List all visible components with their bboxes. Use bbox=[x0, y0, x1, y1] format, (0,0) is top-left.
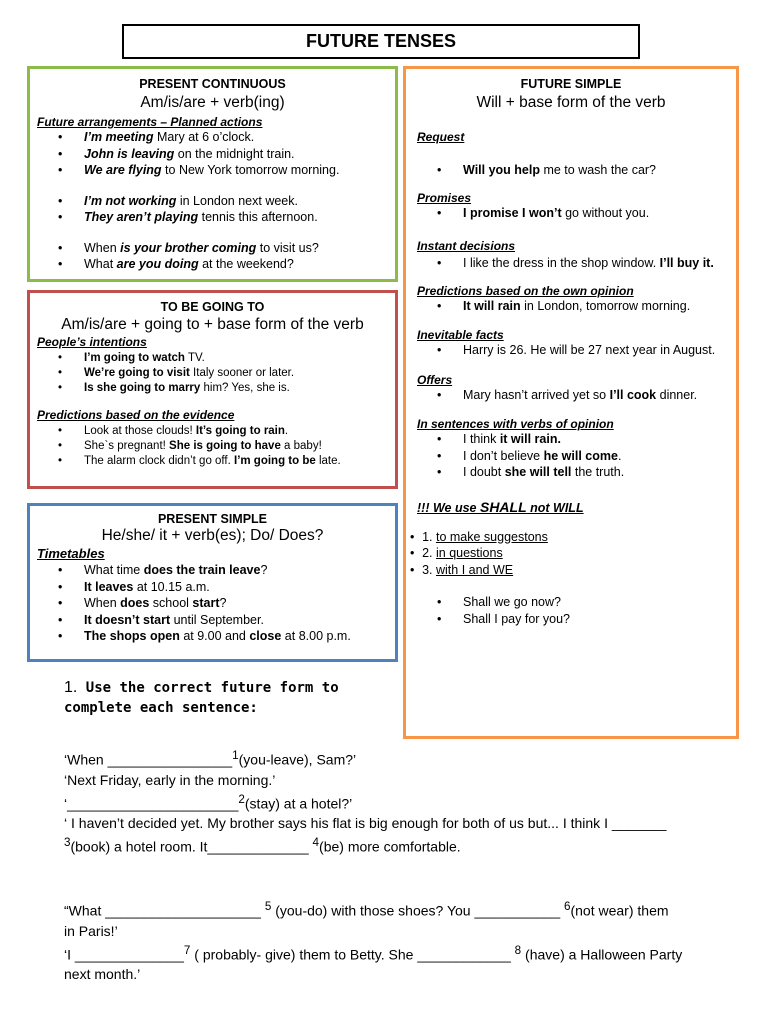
future-simple-group-label: Predictions based on the own opinion bbox=[417, 283, 634, 298]
list-item: • Harry is 26. He will be 27 next year in August. bbox=[463, 342, 716, 359]
exercise-line-1: ‘When ________________$^1$(you-leave), Sam?’ bbox=[64, 749, 357, 768]
future-simple-group-list bbox=[463, 205, 716, 222]
list-item: • What time does the train leave? bbox=[84, 562, 395, 579]
list-item: • I’m meeting Mary at 6 o’clock. bbox=[84, 129, 395, 146]
future-simple-group-list bbox=[463, 298, 716, 315]
list-item: • John is leaving on the midnight train. bbox=[84, 146, 395, 163]
going-to-form: Am/is/are + going to + base form of the verb bbox=[61, 316, 364, 333]
future-simple-group-label: Inevitable facts bbox=[417, 328, 504, 342]
list-item: • I like the dress in the shop window. I’ll buy it. bbox=[463, 255, 716, 272]
going-to-section-intentions: People’s intentions bbox=[37, 335, 147, 349]
future-simple-group-list bbox=[463, 162, 716, 179]
list-item: • The shops open at 9.00 and close at 8.00 p.m. bbox=[84, 628, 395, 645]
exercise-line-3: ‘______________________$^2$(stay) at a hotel?’ bbox=[64, 792, 353, 812]
list-item: • We are flying to New York tomorrow morning. bbox=[84, 162, 395, 179]
future-simple-group-list bbox=[463, 342, 716, 359]
shall-example-item: • Shall we go now? bbox=[463, 594, 736, 611]
shall-suffix: not WILL bbox=[526, 500, 584, 515]
shall-uses-list bbox=[436, 529, 736, 579]
present-continuous-section: Future arrangements – Planned actions bbox=[37, 115, 263, 129]
exercise-line-8: ‘I ______________$^7$ ( probably- give) them to Betty. She ____________ $^8$ (have) a Halloween Party bbox=[64, 943, 683, 963]
list-item: • What are you doing at the weekend? bbox=[84, 256, 395, 273]
list-item: • When is your brother coming to visit us? bbox=[84, 240, 395, 257]
exercise-line-2: ‘Next Friday, early in the morning.’ bbox=[64, 771, 276, 788]
list-item: • I don’t believe he will come. bbox=[463, 448, 716, 465]
exercise-instruction bbox=[64, 678, 400, 718]
shall-examples-list bbox=[463, 594, 736, 627]
going-to-heading: TO BE GOING TO bbox=[160, 300, 265, 314]
future-simple-group-label: Instant decisions bbox=[417, 239, 516, 253]
shall-note bbox=[417, 499, 736, 515]
shall-use-item: • 1. to make suggestons bbox=[436, 529, 736, 546]
future-simple-group-label: In sentences with verbs of opinion bbox=[417, 417, 614, 431]
future-simple-group-label: Promises bbox=[417, 190, 472, 205]
going-to-box bbox=[27, 290, 398, 489]
shall-example-item: • Shall I pay for you? bbox=[463, 611, 736, 628]
list-item: • Will you help me to wash the car? bbox=[463, 162, 716, 179]
exercise-line-5: $^3$(book) a hotel room. It_____________ $^4$(be) more comfortable. bbox=[64, 836, 461, 855]
future-simple-form: Will + base form of the verb bbox=[476, 94, 666, 111]
present-continuous-box bbox=[27, 66, 398, 282]
shall-use-item: • 2. in questions bbox=[436, 545, 736, 562]
shall-use-item: • 3. with I and WE bbox=[436, 562, 736, 579]
list-item: • Is she going to marry him? Yes, she is. bbox=[84, 381, 395, 396]
list-item: • They aren’t playing tennis this afternoon. bbox=[84, 209, 395, 226]
exercise-body bbox=[64, 746, 744, 984]
shall-prefix: !!! We use bbox=[417, 500, 480, 515]
exercise-line-4: ‘ I haven’t decided yet. My brother says his flat is big enough for both of us but... I think I _______ bbox=[64, 815, 667, 832]
future-simple-group-list bbox=[463, 255, 716, 272]
future-simple-box bbox=[403, 66, 739, 739]
list-item: • We’re going to visit Italy sooner or later. bbox=[84, 366, 395, 381]
future-simple-group-list bbox=[463, 387, 716, 404]
exercise-instruction-text: Use the correct future form to complete each sentence: bbox=[64, 680, 339, 716]
page-title: FUTURE TENSES bbox=[122, 24, 640, 59]
list-item: • I promise I won’t go without you. bbox=[463, 205, 716, 222]
going-to-intentions-list bbox=[84, 351, 395, 396]
list-item: • I’m not working in London next week. bbox=[84, 193, 395, 210]
list-item: • Mary hasn’t arrived yet so I’ll cook dinner. bbox=[463, 387, 716, 404]
going-to-predictions-list bbox=[84, 424, 395, 469]
future-simple-group-label: Offers bbox=[417, 372, 453, 387]
list-item: • Look at those clouds! It’s going to rain. bbox=[84, 424, 395, 439]
list-item: • It doesn’t start until September. bbox=[84, 612, 395, 629]
exercise-line-9: next month.’ bbox=[64, 966, 141, 983]
going-to-section-predictions: Predictions based on the evidence bbox=[37, 408, 235, 422]
list-item: • She`s pregnant! She is going to have a baby! bbox=[84, 439, 395, 454]
exercise-number: 1. bbox=[64, 679, 78, 696]
future-simple-group-label: Request bbox=[417, 130, 465, 144]
future-simple-groups bbox=[406, 130, 736, 481]
list-item: • When does school start? bbox=[84, 595, 395, 612]
future-simple-group-list bbox=[463, 431, 716, 481]
present-simple-heading: PRESENT SIMPLE bbox=[157, 512, 268, 526]
list-item: • I’m going to watch TV. bbox=[84, 351, 395, 366]
future-simple-heading: FUTURE SIMPLE bbox=[520, 77, 622, 91]
present-continuous-form: Am/is/are + verb(ing) bbox=[140, 94, 285, 111]
list-item: • It leaves at 10.15 a.m. bbox=[84, 579, 395, 596]
present-simple-list bbox=[84, 562, 395, 645]
present-simple-section: Timetables bbox=[37, 546, 105, 561]
list-item: • It will rain in London, tomorrow morning. bbox=[463, 298, 716, 315]
shall-word: SHALL bbox=[479, 498, 527, 515]
list-item: • I doubt she will tell the truth. bbox=[463, 464, 716, 481]
present-continuous-heading: PRESENT CONTINUOUS bbox=[139, 77, 286, 91]
present-continuous-list bbox=[84, 129, 395, 273]
exercise-line-6: “What ____________________ $^5$ (you-do) with those shoes? You ___________ $^6$(not wear) them bbox=[64, 899, 669, 919]
exercise-line-7: in Paris!’ bbox=[64, 922, 118, 939]
present-simple-form: He/she/ it + verb(es); Do/ Does? bbox=[101, 527, 324, 544]
list-item: • The alarm clock didn’t go off. I’m going to be late. bbox=[84, 454, 395, 469]
present-simple-box bbox=[27, 503, 398, 662]
list-item: • I think it will rain. bbox=[463, 431, 716, 448]
